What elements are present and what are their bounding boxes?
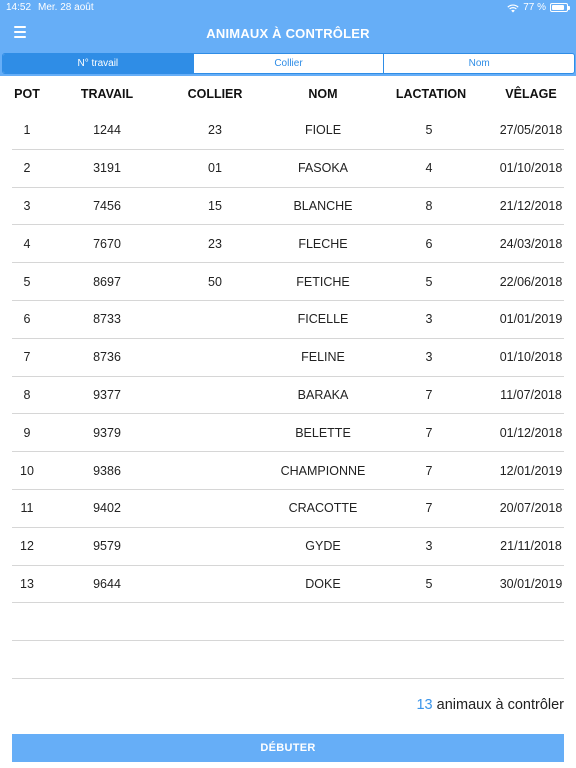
cell-nom: BLANCHE	[293, 198, 353, 213]
cell-lactation: 7	[425, 387, 433, 402]
cell-lactation: 5	[425, 274, 433, 289]
top-bar	[0, 0, 576, 76]
cell-travail: 8736	[93, 350, 121, 365]
cell-travail: 7456	[93, 198, 121, 213]
cell-pot: 1	[23, 123, 31, 138]
cell-pot: 4	[23, 236, 31, 251]
cell-collier	[180, 566, 250, 603]
table-row[interactable]	[12, 188, 564, 226]
cell-pot: 5	[23, 274, 31, 289]
cell-travail: 9379	[93, 425, 121, 440]
cell-nom: FICELLE	[297, 312, 349, 327]
column-header-lactation: LACTATION	[395, 87, 467, 101]
animals-table	[0, 112, 576, 679]
cell-lactation: 7	[425, 463, 433, 478]
battery-icon	[550, 3, 568, 12]
table-row[interactable]	[12, 566, 564, 604]
cell-collier	[180, 414, 250, 451]
cell-travail: 9386	[93, 463, 121, 478]
cell-collier: 01	[208, 161, 222, 176]
sort-segmented-control	[2, 53, 575, 74]
cell-velage: 12/01/2019	[499, 463, 563, 478]
cell-pot: 8	[23, 387, 31, 402]
cell-velage: 21/12/2018	[499, 198, 563, 213]
cell-lactation: 5	[425, 576, 433, 591]
cell-nom: BARAKA	[297, 387, 349, 402]
cell-pot: 2	[23, 161, 31, 176]
cell-travail: 9579	[93, 539, 121, 554]
cell-travail: 8697	[93, 274, 121, 289]
table-row[interactable]	[12, 528, 564, 566]
cell-lactation: 7	[425, 501, 433, 516]
cell-lactation: 3	[425, 350, 433, 365]
table-row[interactable]	[12, 301, 564, 339]
empty-table-row	[12, 603, 564, 641]
cell-nom: FETICHE	[296, 274, 350, 289]
cell-nom: FLECHE	[298, 236, 348, 251]
cell-collier	[180, 452, 250, 489]
table-row[interactable]	[12, 112, 564, 150]
cell-pot: 9	[23, 425, 31, 440]
wifi-icon	[507, 3, 519, 13]
column-header-nom: NOM	[308, 87, 338, 101]
table-row[interactable]	[12, 339, 564, 377]
cell-nom: FIOLE	[304, 123, 342, 138]
count-number: 13	[416, 697, 433, 713]
cell-lactation: 6	[425, 236, 433, 251]
cell-collier	[180, 490, 250, 527]
table-row[interactable]	[12, 452, 564, 490]
cell-pot: 7	[23, 350, 31, 365]
cell-pot: 12	[20, 539, 34, 554]
table-row[interactable]	[12, 263, 564, 301]
cell-velage: 24/03/2018	[499, 236, 563, 251]
status-bar	[0, 0, 576, 16]
cell-lactation: 8	[425, 198, 433, 213]
column-header-pot: POT	[14, 87, 40, 101]
cell-nom: CHAMPIONNE	[280, 463, 366, 478]
cell-pot: 6	[23, 312, 31, 327]
tab-collier[interactable]: Collier	[194, 54, 385, 73]
cell-nom: BELETTE	[295, 425, 351, 440]
table-row[interactable]	[12, 490, 564, 528]
cell-velage: 20/07/2018	[499, 501, 563, 516]
cell-velage: 11/07/2018	[500, 387, 562, 402]
status-right	[507, 2, 568, 13]
cell-lactation: 7	[425, 425, 433, 440]
cell-travail: 1244	[93, 123, 121, 138]
cell-lactation: 3	[425, 539, 433, 554]
cell-pot: 11	[20, 501, 34, 516]
cell-nom: GYDE	[305, 539, 341, 554]
battery-percent: 77 %	[523, 2, 546, 13]
cell-velage: 22/06/2018	[499, 274, 563, 289]
status-date: Mer. 28 août	[38, 2, 94, 13]
cell-nom: CRACOTTE	[288, 501, 358, 516]
cell-lactation: 4	[425, 161, 433, 176]
cell-travail: 3191	[93, 161, 121, 176]
column-header-collier: COLLIER	[187, 87, 243, 101]
table-row[interactable]	[12, 225, 564, 263]
table-row[interactable]	[12, 150, 564, 188]
cell-velage: 01/10/2018	[499, 350, 563, 365]
cell-nom: FASOKA	[297, 161, 349, 176]
cell-nom: DOKE	[305, 576, 341, 591]
status-time: 14:52	[6, 2, 32, 13]
cell-collier	[180, 339, 250, 376]
animals-count	[416, 697, 564, 713]
cell-collier: 23	[208, 123, 222, 138]
cell-collier	[180, 528, 250, 565]
cell-lactation: 3	[425, 312, 433, 327]
column-header-velage: VÊLAGE	[505, 87, 557, 101]
count-label: animaux à contrôler	[436, 697, 564, 713]
tab-numero-travail[interactable]: N° travail	[3, 54, 194, 73]
cell-collier: 50	[208, 274, 222, 289]
cell-velage: 27/05/2018	[499, 123, 563, 138]
column-header-travail: TRAVAIL	[80, 87, 134, 101]
table-row[interactable]	[12, 414, 564, 452]
cell-travail: 9402	[93, 501, 121, 516]
cell-velage: 01/12/2018	[499, 425, 563, 440]
cell-travail: 9377	[93, 387, 121, 402]
cell-pot: 10	[20, 463, 34, 478]
cell-velage: 01/10/2018	[499, 161, 563, 176]
cell-pot: 13	[20, 576, 34, 591]
cell-lactation: 5	[425, 123, 433, 138]
cell-collier	[180, 377, 250, 414]
table-row[interactable]	[12, 377, 564, 415]
cell-collier	[180, 301, 250, 338]
cell-velage: 01/01/2019	[499, 312, 563, 327]
tab-nom[interactable]: Nom	[468, 58, 490, 69]
cell-travail: 9644	[93, 576, 121, 591]
cell-collier: 15	[208, 198, 222, 213]
cell-velage: 30/01/2019	[499, 576, 563, 591]
table-header	[0, 76, 576, 112]
cell-nom: FELINE	[301, 350, 345, 365]
nav-bar	[0, 16, 576, 52]
cell-collier: 23	[208, 236, 222, 251]
page-title: ANIMAUX À CONTRÔLER	[206, 26, 370, 41]
empty-table-row	[12, 641, 564, 679]
cell-travail: 8733	[93, 312, 121, 327]
cell-pot: 3	[23, 198, 31, 213]
cell-velage: 21/11/2018	[500, 539, 562, 554]
cell-travail: 7670	[93, 236, 121, 251]
start-button[interactable]: DÉBUTER	[12, 734, 564, 762]
